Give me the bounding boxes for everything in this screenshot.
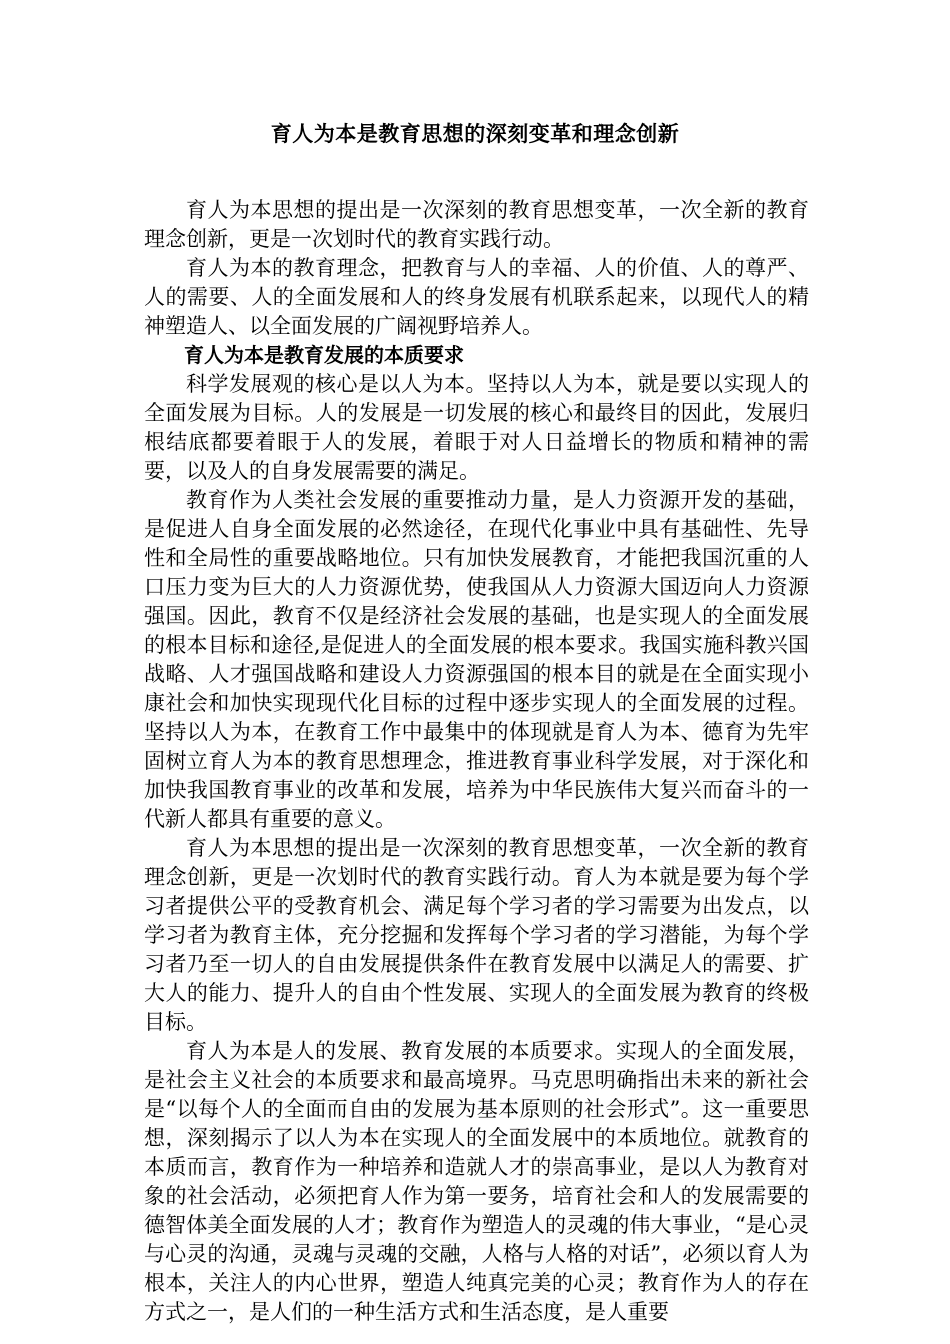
paragraph: 育人为本是人的发展、教育发展的本质要求。实现人的全面发展，是社会主义社会的本质要求和最高境界。马克思明确指出未来的新社会是“以每个人的全面而自由的发展为基本原则的社会形式”。这一重要思想，深刻揭示了以人为本在实现人的全面发展中的本质地位。就教育的本质而言，教育作为一种培养和造就人才的崇高事业，是以人为教育对象的社会活动，必须把育人作为第一要务，培育社会和人的发展需要的德智体美全面发展的人才；教育作为塑造人的灵魂的伟大事业，“是心灵与心灵的沟通，灵魂与灵魂的交融，人格与人格的对话”，必须以育人为根本，关注人的内心世界，塑造人纯真完美的心灵；教育作为人的存在方式之一，是人们的一种生活方式和生活态度，是人重要 xyxy=(144,1039,809,1324)
paragraph: 育人为本思想的提出是一次深刻的教育思想变革，一次全新的教育理念创新，更是一次划时代的教育实践行动。育人为本就是要为每个学习者提供公平的受教育机会、满足每个学习者的学习需要为出发点，以学习者为教育主体，充分挖掘和发挥每个学习者的学习潜能，为每个学习者乃至一切人的自由发展提供条件在教育发展中以满足人的需要、扩大人的能力、提升人的自由个性发展、实现人的全面发展为教育的终极目标。 xyxy=(144,836,809,1034)
document-body xyxy=(144,196,809,1327)
section-heading: 育人为本是教育发展的本质要求 xyxy=(184,343,464,367)
paragraph: 教育作为人类社会发展的重要推动力量，是人力资源开发的基础，是促进人自身全面发展的必然途径，在现代化事业中具有基础性、先导性和全局性的重要战略地位。只有加快发展教育，才能把我国沉重的人口压力变为巨大的人力资源优势，使我国从人力资源大国迈向人力资源强国。因此，教育不仅是经济社会发展的基础，也是实现人的全面发展的根本目标和途径,是促进人的全面发展的根本要求。我国实施科教兴国战略、人才强国战略和建设人力资源强国的根本目的就是在全面实现小康社会和加快实现现代化目标的过程中逐步实现人的全面发展的过程。坚持以人为本，在教育工作中最集中的体现就是育人为本、德育为先牢固树立育人为本的教育思想理念，推进教育事业科学发展，对于深化和加快我国教育事业的改革和发展，培养为中华民族伟大复兴而奋斗的一代新人都具有重要的意义。 xyxy=(144,488,809,831)
paragraph: 育人为本的教育理念，把教育与人的幸福、人的价值、人的尊严、人的需要、人的全面发展和人的终身发展有机联系起来，以现代人的精神塑造人、以全面发展的广阔视野培养人。 xyxy=(144,256,809,338)
paragraph: 育人为本思想的提出是一次深刻的教育思想变革，一次全新的教育理念创新，更是一次划时代的教育实践行动。 xyxy=(144,198,809,251)
paragraph: 科学发展观的核心是以人为本。坚持以人为本，就是要以实现人的全面发展为目标。人的发展是一切发展的核心和最终目的因此，发展归根结底都要着眼于人的发展，着眼于对人日益增长的物质和精神的需要，以及人的自身发展需要的满足。 xyxy=(144,372,809,483)
document-title: 育人为本是教育思想的深刻变革和理念创新 xyxy=(270,122,680,146)
